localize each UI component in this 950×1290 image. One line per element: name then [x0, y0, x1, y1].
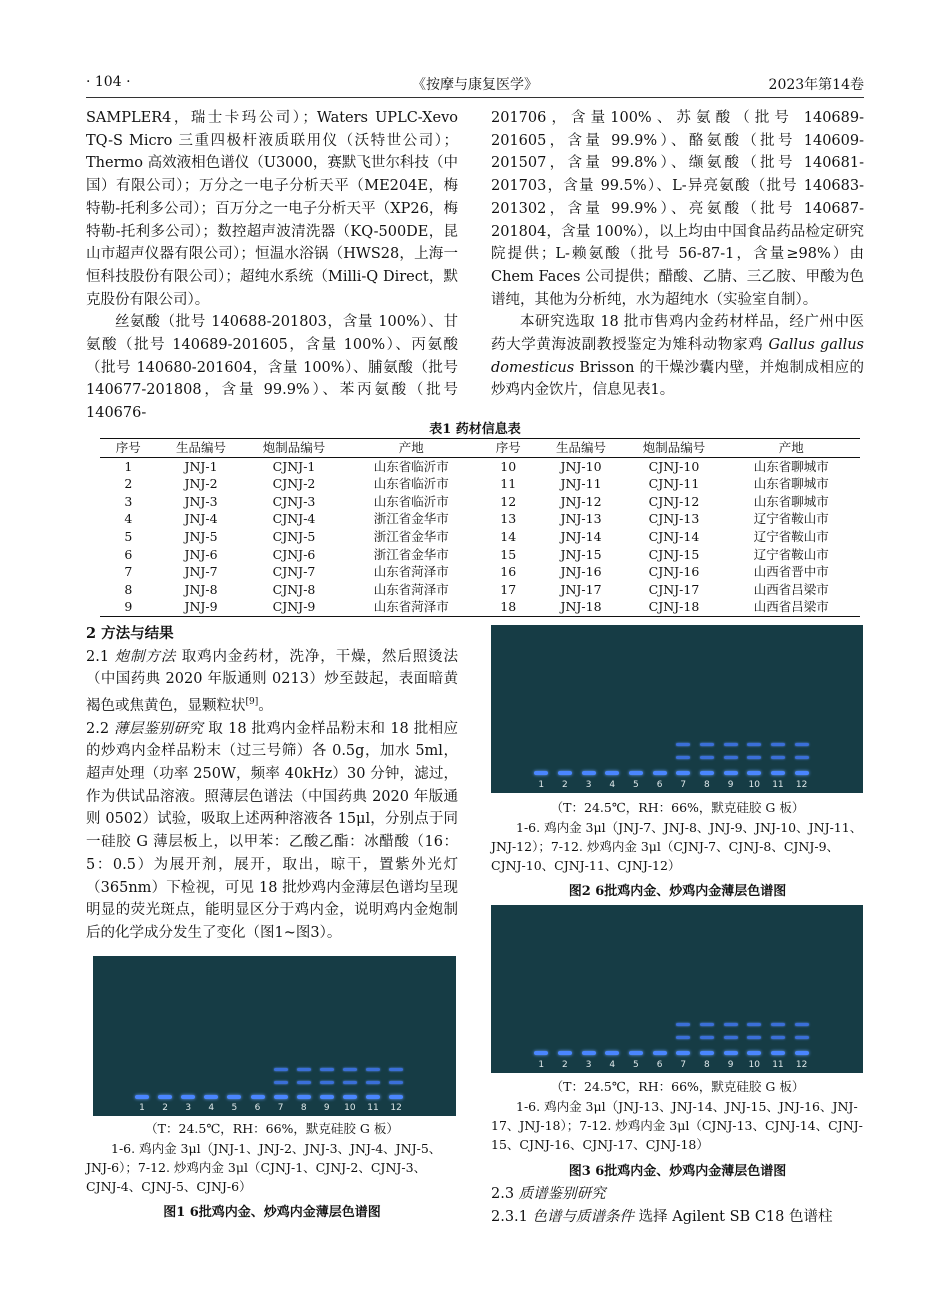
tlc-band-processed	[747, 743, 761, 746]
table-cell: 浙江省金华市	[373, 546, 449, 562]
table-header-6: 炮制品编号	[642, 440, 706, 455]
table-cell: JNJ-17	[560, 581, 602, 597]
tlc-spot-origin	[700, 771, 714, 775]
page-number: · 104 ·	[86, 74, 131, 90]
table-cell: 3	[124, 493, 133, 509]
tlc-band-processed	[747, 756, 761, 759]
tlc-band-processed	[320, 1081, 334, 1084]
tlc-lane-label: 4	[609, 1060, 616, 1070]
fig3-conditions: （T：24.5℃，RH：66%，默克硅胶 G 板）	[550, 1079, 805, 1094]
table-cell: JNJ-14	[560, 528, 602, 544]
tlc-lane-label: 4	[609, 780, 616, 790]
left-column-bottom	[86, 623, 458, 945]
table-cell: 15	[500, 546, 517, 562]
table-cell: 浙江省金华市	[373, 528, 449, 544]
tlc-spot-origin	[181, 1095, 195, 1099]
tlc-lane-label: 1	[538, 780, 545, 790]
tlc-lane-label: 11	[772, 780, 784, 790]
tlc-spot-origin	[558, 1051, 572, 1055]
table-cell: 8	[124, 581, 133, 597]
tlc-band-processed	[297, 1068, 311, 1071]
table-cell: 4	[124, 511, 133, 527]
fig1-conditions: （T：24.5℃，RH：66%，默克硅胶 G 板）	[145, 1121, 399, 1136]
fig2-description: 1-6. 鸡内金 3μl（JNJ-7、JNJ-8、JNJ-9、JNJ-10、JNJ-11、JNJ-12）；7-12. 炒鸡内金 3μl（CJNJ-7、CJNJ-8、CJNJ-9、CJNJ-10、CJNJ-11、CJNJ-12）	[491, 820, 863, 873]
journal-title: 《按摩与康复医学》	[412, 77, 538, 93]
table-cell: JNJ-13	[560, 511, 602, 527]
table-cell: 9	[124, 599, 133, 615]
tlc-spot-origin	[795, 771, 809, 775]
table-cell: 辽宁省鞍山市	[753, 528, 829, 544]
table-cell: CJNJ-13	[648, 511, 700, 527]
tlc-band-processed	[771, 756, 785, 759]
table-cell: 辽宁省鞍山市	[753, 546, 829, 562]
tlc-lane-label: 8	[704, 780, 710, 790]
tlc-lane-label: 12	[795, 780, 808, 790]
tlc-spot-origin	[629, 771, 643, 775]
tlc-lane-label: 6	[656, 780, 663, 790]
paragraph-standards: 丝氨酸（批号 140688-201803，含量 100%）、甘氨酸（批号 140689-201605，含量 100%）、丙氨酸（批号 140680-201604，含量 100%）、脯氨酸（批号 140677-201808，含量 99.9%）、苯丙氨酸（批号 140676-	[86, 314, 458, 422]
table-cell: JNJ-11	[560, 476, 602, 492]
tlc-spot-origin	[747, 1051, 761, 1055]
tlc-band-processed	[771, 743, 785, 746]
tlc-band-processed	[366, 1068, 380, 1071]
table-cell: 13	[500, 511, 517, 527]
table-cell: JNJ-12	[560, 493, 602, 509]
tlc-spot-origin	[700, 1051, 714, 1055]
table-row	[100, 510, 860, 528]
tlc-lane-label: 4	[208, 1103, 215, 1113]
table-header-7: 产地	[778, 440, 804, 455]
table-cell: CJNJ-5	[272, 528, 316, 544]
heading-2-3	[491, 1183, 864, 1206]
table-cell: JNJ-16	[560, 564, 602, 580]
tlc-band-processed	[389, 1068, 403, 1071]
tlc-band-processed	[724, 756, 738, 759]
table-cell: JNJ-6	[184, 546, 218, 562]
table-cell: 山东省聊城市	[753, 458, 829, 474]
table-header-2: 炮制品编号	[262, 440, 326, 455]
tlc-lane-label: 11	[772, 1060, 784, 1070]
tlc-spot-origin	[135, 1095, 149, 1099]
tlc-band-processed	[724, 743, 738, 746]
tlc-lane-label: 12	[795, 1060, 808, 1070]
paragraph-2-1	[86, 646, 458, 718]
table-cell: 山西省晋中市	[753, 564, 829, 580]
table-cell: 山东省临沂市	[373, 493, 449, 509]
tlc-spot-origin	[366, 1095, 380, 1099]
tlc-band-processed	[747, 1023, 761, 1026]
tlc-band-processed	[724, 1023, 738, 1026]
tlc-spot-origin	[605, 1051, 619, 1055]
table-row	[100, 493, 860, 511]
tlc-band-processed	[795, 1023, 809, 1026]
tlc-lane-label: 1	[538, 1060, 545, 1070]
tlc-band-processed	[747, 1036, 761, 1039]
tlc-spot-origin	[676, 771, 690, 775]
tlc-spot-origin	[274, 1095, 288, 1099]
tlc-band-processed	[320, 1068, 334, 1071]
table-cell: 2	[124, 476, 133, 492]
fig2-title: 图2 6批鸡内金、炒鸡内金薄层色谱图	[568, 884, 787, 899]
tlc-lane-label: 3	[185, 1103, 192, 1113]
tlc-spot-origin	[582, 1051, 596, 1055]
table-cell: 山西省吕梁市	[753, 599, 829, 615]
table-row	[100, 581, 860, 599]
table-cell: CJNJ-10	[648, 458, 700, 474]
table-cell: 11	[500, 476, 517, 492]
table-row	[100, 598, 860, 616]
table-cell: 山东省聊城市	[753, 493, 829, 509]
table-cell: CJNJ-8	[272, 581, 316, 597]
tlc-lane-label: 6	[656, 1060, 663, 1070]
tlc-spot-origin	[204, 1095, 218, 1099]
tlc-spot-origin	[534, 771, 548, 775]
tlc-spot-origin	[724, 1051, 738, 1055]
tlc-lane-label: 11	[367, 1103, 379, 1113]
table-cell: 山东省临沂市	[373, 458, 449, 474]
tlc-lane-label: 10	[344, 1103, 356, 1113]
header-rule	[86, 97, 864, 98]
table-caption: 表1 药材信息表	[429, 422, 521, 437]
table-cell: CJNJ-9	[272, 599, 316, 615]
sample-table	[100, 438, 860, 617]
table-cell: JNJ-8	[184, 581, 218, 597]
fig2-conditions: （T：24.5℃，RH：66%，默克硅胶 G 板）	[550, 800, 805, 815]
tlc-band-processed	[676, 743, 690, 746]
table-body	[100, 457, 860, 616]
table-cell: 山西省吕梁市	[753, 581, 829, 597]
heading-2-2-title: 薄层鉴别研究	[114, 720, 204, 737]
tlc-spot-origin	[558, 771, 572, 775]
table-row	[100, 563, 860, 581]
tlc-spot-origin	[320, 1095, 334, 1099]
species-name: Gallus gallus domesticus	[491, 337, 864, 376]
table-cell: JNJ-2	[184, 476, 218, 492]
table-cell: JNJ-1	[184, 458, 218, 474]
samples-text-a: 本研究选取 18 批市售鸡内金药材样品，经广州中医药大学黄海波副教授鉴定为雉科动物家鸡	[491, 314, 864, 354]
paragraph-standards-cont: 201706，含量100%、苏氨酸（批号 140689-201605，含量 99.9%）、酪氨酸（批号 140609-201507，含量 99.8%）、缬氨酸（批号 140681-201703，含量 99.5%）、L-异亮氨酸（批号 140683-201302，含量 99.9%）、亮氨酸（批号 140687-201804，含量 100%），以上均由中国食品药品检定研究院提供；L-赖氨酸（批号 56-87-1，含量≥98%）由 Chem Faces 公司提供；醋酸、乙腈、三乙胺、甲酸为色谱纯，其他为分析纯，水为超纯水（实验室自制）。	[491, 110, 864, 308]
tlc-band-processed	[676, 756, 690, 759]
tlc-lane-label: 9	[727, 1060, 734, 1070]
heading-2-3-1-num: 2.3.1	[491, 1208, 533, 1225]
tlc-lane-label: 2	[562, 1060, 568, 1070]
fig3-title: 图3 6批鸡内金、炒鸡内金薄层色谱图	[568, 1164, 787, 1179]
tlc-band-processed	[343, 1081, 357, 1084]
right-column-bottom	[491, 1183, 864, 1228]
tlc-plate-fig1	[93, 956, 456, 1116]
tlc-band-processed	[700, 1036, 714, 1039]
paragraph-2-3-1	[491, 1206, 864, 1229]
table-row	[100, 528, 860, 546]
table-cell: 1	[124, 458, 133, 474]
tlc-band-processed	[700, 1023, 714, 1026]
table-cell: CJNJ-2	[272, 476, 316, 492]
table-cell: 辽宁省鞍山市	[753, 511, 829, 527]
heading-2-3-title: 质谱鉴别研究	[518, 1186, 606, 1202]
tlc-spot-origin	[771, 1051, 785, 1055]
tlc-spot-origin	[227, 1095, 241, 1099]
table-cell: 7	[124, 564, 133, 580]
table-cell: CJNJ-14	[648, 528, 700, 544]
table-row	[100, 475, 860, 493]
table-header-5: 生品编号	[556, 440, 607, 455]
tlc-lane-label: 12	[390, 1103, 402, 1113]
table-cell: CJNJ-16	[648, 564, 700, 580]
table-header-3: 产地	[398, 440, 424, 455]
tlc-spot-origin	[343, 1095, 357, 1099]
heading-2-1-num: 2.1	[86, 648, 115, 665]
table-cell: 14	[500, 528, 517, 544]
tlc-spot-origin	[724, 771, 738, 775]
tlc-spot-origin	[771, 771, 785, 775]
tlc-spot-origin	[747, 771, 761, 775]
tlc-spot-origin	[158, 1095, 172, 1099]
tlc-lane-label: 2	[562, 780, 568, 790]
tlc-plate-fig3	[491, 905, 863, 1073]
tlc-lane-label: 8	[704, 1060, 710, 1070]
table-cell: 5	[124, 528, 133, 544]
tlc-plate-fig2	[491, 625, 863, 793]
right-column-top	[491, 107, 864, 402]
tlc-band-processed	[297, 1081, 311, 1084]
text-2-1: 取鸡内金药材，洗净，干燥，然后照烫法（中国药典 2020 年版通则 0213）炒至鼓起，表面暗黄褐色或焦黄色，显颗粒状	[86, 648, 459, 714]
tlc-lane-label: 3	[585, 1060, 592, 1070]
tlc-band-processed	[771, 1036, 785, 1039]
fig3-description: 1-6. 鸡内金 3μl（JNJ-13、JNJ-14、JNJ-15、JNJ-16、JNJ-17、JNJ-18）；7-12. 炒鸡内金 3μl（CJNJ-13、CJNJ-14、CJNJ-15、CJNJ-16、CJNJ-17、CJNJ-18）	[491, 1099, 863, 1152]
tlc-lane-label: 9	[323, 1103, 330, 1113]
table-header-1: 生品编号	[176, 440, 227, 455]
table-cell: CJNJ-3	[272, 493, 316, 509]
table-cell: JNJ-4	[184, 511, 218, 527]
tlc-band-processed	[274, 1081, 288, 1084]
tlc-spot-origin	[534, 1051, 548, 1055]
tlc-lane-label: 6	[254, 1103, 261, 1113]
tlc-band-processed	[795, 743, 809, 746]
table-cell: JNJ-15	[560, 546, 602, 562]
tlc-lane-label: 8	[300, 1103, 307, 1113]
tlc-band-processed	[724, 1036, 738, 1039]
tlc-lane-label: 7	[680, 780, 687, 790]
table-cell: JNJ-7	[184, 564, 218, 580]
heading-2-2-num: 2.2	[86, 720, 115, 737]
tlc-spot-origin	[251, 1095, 265, 1099]
table-cell: CJNJ-18	[648, 599, 700, 615]
tlc-spot-origin	[653, 771, 667, 775]
table-cell: JNJ-5	[184, 528, 218, 544]
tlc-spot-origin	[653, 1051, 667, 1055]
table-header-4: 序号	[495, 440, 521, 455]
tlc-band-processed	[343, 1068, 357, 1071]
tlc-lane-label: 1	[139, 1103, 145, 1113]
tlc-lane-label: 2	[162, 1103, 168, 1113]
table-cell: 山东省临沂市	[373, 476, 449, 492]
paragraph-2-2	[86, 718, 458, 945]
table-cell: CJNJ-4	[272, 511, 316, 527]
tlc-band-processed	[366, 1081, 380, 1084]
tlc-lane-label: 3	[585, 780, 592, 790]
left-column-top	[86, 107, 458, 425]
table-cell: 18	[500, 599, 517, 615]
heading-2-3-num: 2.3	[491, 1186, 519, 1202]
tlc-lane-label: 5	[633, 1060, 639, 1070]
table-cell: CJNJ-15	[648, 546, 700, 562]
paragraph-samples	[491, 311, 864, 402]
tlc-spot-origin	[629, 1051, 643, 1055]
tlc-lane-label: 9	[727, 780, 734, 790]
table-cell: CJNJ-7	[272, 564, 316, 580]
tlc-spot-origin	[605, 771, 619, 775]
table-cell: JNJ-18	[560, 599, 602, 615]
heading-2-1-title: 炮制方法	[114, 648, 177, 665]
table-cell: CJNJ-11	[648, 476, 700, 492]
tlc-band-processed	[676, 1036, 690, 1039]
table-cell: CJNJ-1	[272, 458, 316, 474]
fig1-description: 1-6. 鸡内金 3μl（JNJ-1、JNJ-2、JNJ-3、JNJ-4、JNJ-5、JNJ-6）；7-12. 炒鸡内金 3μl（CJNJ-1、CJNJ-2、CJNJ-3、CJNJ-4、CJNJ-5、CJNJ-6）	[86, 1141, 442, 1194]
tlc-spot-origin	[795, 1051, 809, 1055]
citation-9: [9]	[245, 697, 259, 708]
table-cell: CJNJ-12	[648, 493, 700, 509]
tlc-spot-origin	[676, 1051, 690, 1055]
table-cell: 12	[500, 493, 517, 509]
table-cell: 山东省菏泽市	[373, 564, 449, 580]
text-2-3-1: 选择 Agilent SB C18 色谱柱	[634, 1208, 833, 1225]
tlc-band-processed	[389, 1081, 403, 1084]
tlc-lane-label: 5	[231, 1103, 238, 1113]
heading-2-3-1-title: 色谱与质谱条件	[532, 1208, 635, 1225]
table-cell: JNJ-9	[184, 599, 218, 615]
text-2-2: 取 18 批鸡内金样品粉末和 18 批相应的炒鸡内金样品粉末（过三号筛）各 0.5g，加水 5ml，超声处理（功率 250W，频率 40kHz）30 分钟，滤过，作为供试品溶液。照薄层色谱法（中国药典 2020 年版通则 0502）试验，吸取上述两种溶液各 15μl，分别点于同一硅胶 G 薄层板上，以甲苯：乙酸乙酯：冰醋酸（16：5：0.5）为展开剂，展开，取出，晾干，置紫外光灯（365nm）下检视，可见 18 批炒鸡内金薄层色谱均呈现明显的荧光斑点，能明显区分于鸡内金，说明鸡内金炮制后的化学成分发生了变化（图1~图3）。	[86, 720, 458, 941]
table-cell: 山东省聊城市	[753, 476, 829, 492]
tlc-lane-label: 7	[277, 1103, 284, 1113]
table-header-0: 序号	[115, 440, 141, 455]
tlc-band-processed	[700, 743, 714, 746]
tlc-band-processed	[771, 1023, 785, 1026]
table-cell: 山东省菏泽市	[373, 581, 449, 597]
tlc-band-processed	[274, 1068, 288, 1071]
issue-info: 2023年第14卷	[768, 77, 864, 93]
tlc-band-processed	[700, 756, 714, 759]
table-cell: 10	[500, 458, 517, 474]
tlc-spot-origin	[582, 771, 596, 775]
table-row	[100, 457, 860, 475]
table-cell: CJNJ-6	[272, 546, 316, 562]
table-cell: 浙江省金华市	[373, 511, 449, 527]
samples-text-b: Brisson 的干燥沙囊内壁，并炮制成相应的炒鸡内金饮片，信息见表1。	[491, 359, 864, 399]
table-cell: JNJ-10	[560, 458, 602, 474]
table-cell: JNJ-3	[184, 493, 218, 509]
tlc-band-processed	[795, 756, 809, 759]
tlc-band-processed	[676, 1023, 690, 1026]
table-cell: 6	[124, 546, 133, 562]
text-2-1-end: 。	[258, 697, 273, 714]
fig1-title: 图1 6批鸡内金、炒鸡内金薄层色谱图	[163, 1205, 381, 1220]
tlc-lane-label: 7	[680, 1060, 687, 1070]
tlc-lane-label: 5	[633, 780, 639, 790]
paragraph-instruments: SAMPLER4，瑞士卡玛公司）；Waters UPLC-Xevo TQ-S Micro 三重四极杆液质联用仪（沃特世公司）；Thermo 高效液相色谱仪（U3000，赛默飞世尔科技（中国）有限公司）；万分之一电子分析天平（ME204E，梅特勒-托利多公司）；百万分之一电子分析天平（XP26，梅特勒-托利多公司）；数控超声波清洗器（KQ-500DE，昆山市超声仪器有限公司）；恒温水浴锅（HWS28，上海一恒科技股份有限公司）；超纯水系统（Milli-Q Direct，默克股份有限公司）。	[86, 110, 458, 308]
table-cell: 16	[500, 564, 517, 580]
table-header-row	[100, 439, 860, 458]
tlc-lane-label: 10	[748, 780, 760, 790]
tlc-band-processed	[795, 1036, 809, 1039]
table-cell: CJNJ-17	[648, 581, 700, 597]
table-cell: 17	[500, 581, 517, 597]
tlc-lane-label: 10	[748, 1060, 760, 1070]
table-row	[100, 546, 860, 564]
tlc-spot-origin	[297, 1095, 311, 1099]
table-cell: 山东省菏泽市	[373, 599, 449, 615]
tlc-spot-origin	[389, 1095, 403, 1099]
section-heading-2: 2 方法与结果	[86, 625, 174, 642]
